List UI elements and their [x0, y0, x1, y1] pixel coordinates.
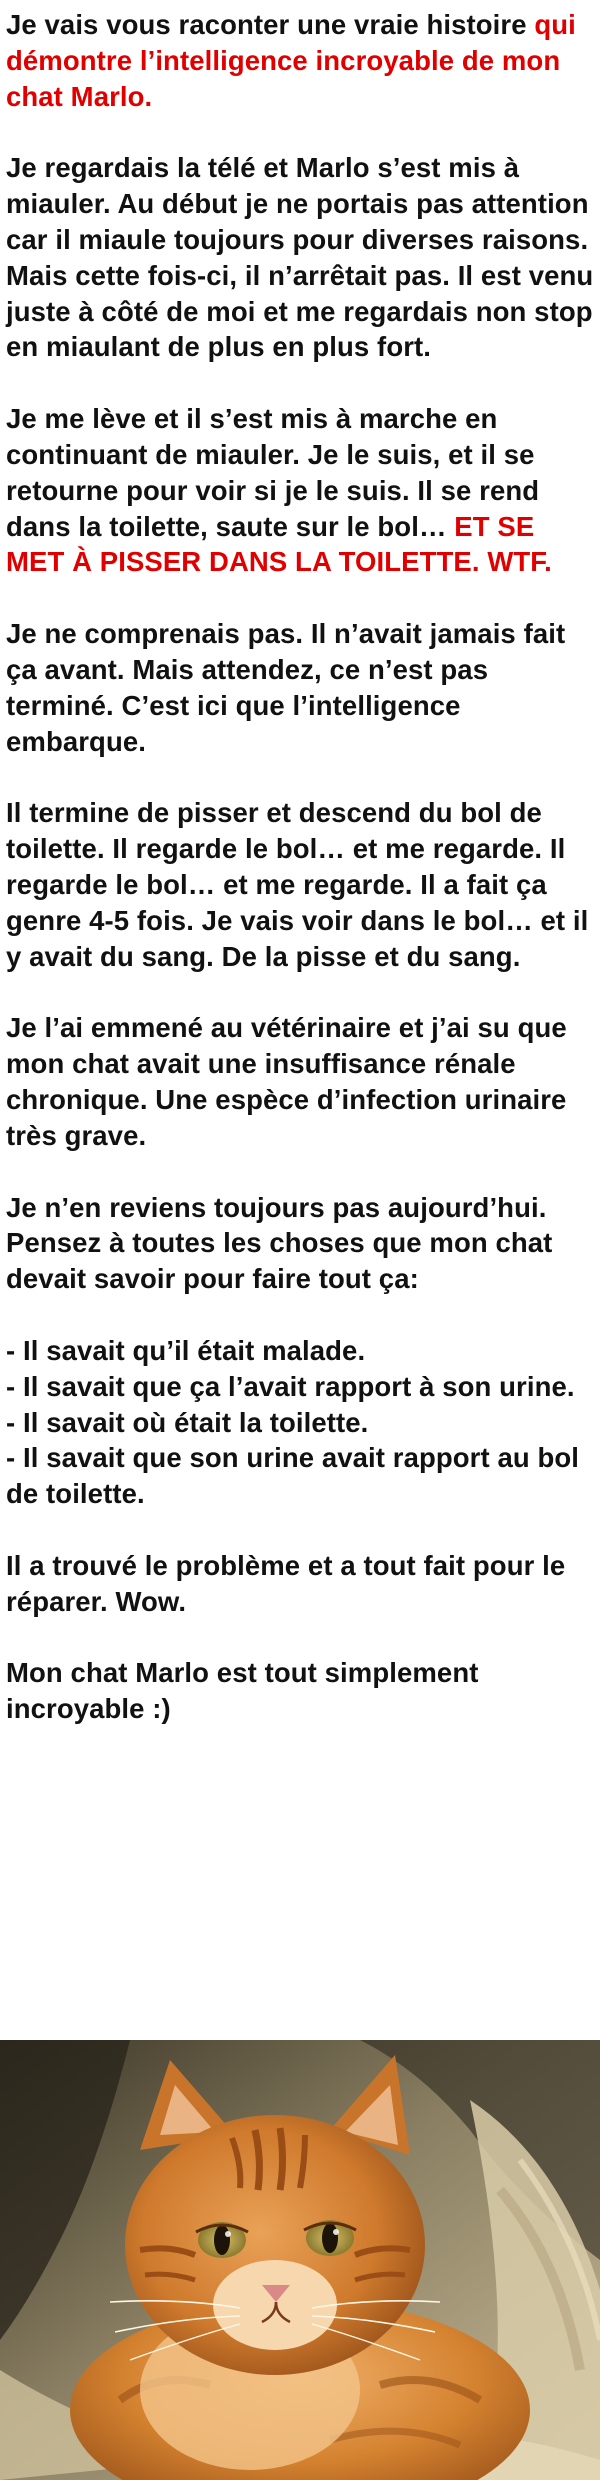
list-item: - Il savait que ça l’avait rapport à son urine.	[6, 1370, 575, 1402]
intro-highlight: qui démontre l’intelligence incroyable de mon chat Marlo.	[6, 9, 576, 112]
intro-text: Je vais vous raconter une vraie histoire	[6, 9, 535, 40]
list-item: - Il savait où était la toilette.	[6, 1406, 369, 1438]
paragraph-confused: Je ne comprenais pas. Il n’avait jamais fait ça avant. Mais attendez, ce n’est pas terminé. C’est ici que l’intelligence embarque.	[6, 618, 566, 757]
paragraph-vet: Je l’ai emmené au vétérinaire et j’ai su que mon chat avait une insuffisance rénale chronique. Une espèce d’infection urinaire très grave.	[6, 1012, 567, 1151]
paragraph-blood: Il termine de pisser et descend du bol de toilette. Il regarde le bol… et me regarde. Il regarde le bol… et me regarde. Il a fait ça genre 4-5 fois. Je vais voir dans le bol… et il y avait du sang. De la pisse et du sang.	[6, 797, 589, 972]
paragraph-solved: Il a trouvé le problème et a tout fait pour le réparer. Wow.	[6, 1549, 566, 1617]
list-item: - Il savait que son urine avait rapport au bol de toilette.	[6, 1442, 580, 1510]
paragraph-intro	[6, 7, 596, 114]
paragraph-tv: Je regardais la télé et Marlo s’est mis à miauler. Au début je ne portais pas attention car il miaule toujours pour diverses raisons. Mais cette fois-ci, il n’arrêtait pas. Il est venu juste à côté de moi et me regardais non stop en miaulant de plus en plus fort.	[6, 152, 594, 363]
follow-highlight: ET SE MET À PISSER DANS LA TOILETTE. WTF.	[6, 510, 552, 578]
paragraph-reflection: Je n’en reviens toujours pas aujourd’hui. Pensez à toutes les choses que mon chat devait savoir pour faire tout ça:	[6, 1191, 553, 1295]
paragraph-follow	[6, 401, 596, 580]
knowledge-list	[6, 1333, 596, 1512]
paragraph-conclusion: Mon chat Marlo est tout simplement incroyable :)	[6, 1657, 479, 1725]
list-item: - Il savait qu’il était malade.	[6, 1334, 366, 1366]
follow-text: Je me lève et il s’est mis à marche en continuant de miauler. Je le suis, et il se retourne pour voir si je le suis. Il se rend dans la toilette, saute sur le bol…	[6, 403, 540, 542]
cat-photo	[0, 2040, 600, 2480]
